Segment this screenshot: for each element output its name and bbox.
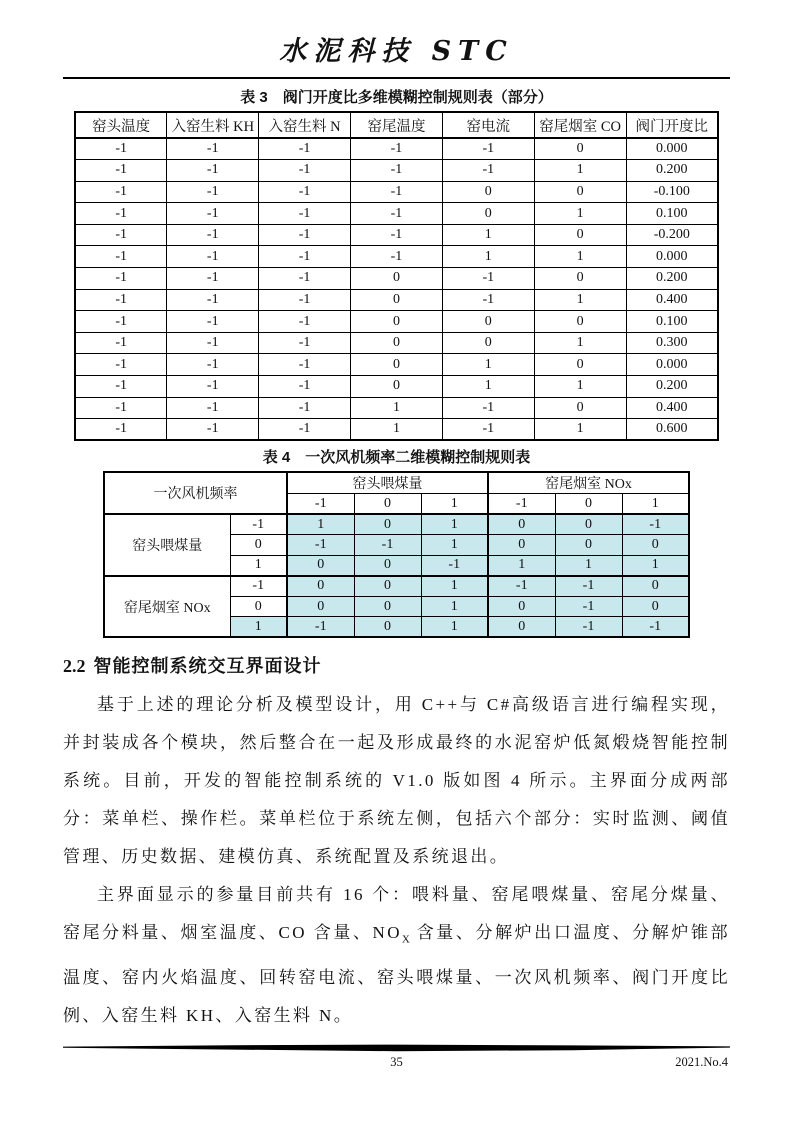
table-cell: -1: [167, 419, 259, 441]
journal-title: 水泥科技 STC: [279, 36, 514, 67]
table-cell: -1: [259, 289, 351, 311]
table-cell: 1: [351, 419, 443, 441]
table-row: [75, 224, 718, 246]
table-cell: 0: [354, 576, 421, 597]
table-cell: 0: [488, 596, 555, 617]
table-cell: -1: [351, 181, 443, 203]
fan-frequency-fuzzy-rule-table: [103, 471, 690, 638]
table-cell: -1: [167, 224, 259, 246]
table-cell: -1: [167, 397, 259, 419]
table-row: [75, 160, 718, 182]
column-group-header: 窑头喂煤量: [287, 472, 488, 494]
table-cell: 0: [442, 181, 534, 203]
table-cell: 1: [442, 376, 534, 398]
table-cell: -1: [259, 246, 351, 268]
table-cell: -1: [167, 332, 259, 354]
table-row: [75, 397, 718, 419]
table-cell: 1: [534, 376, 626, 398]
table-row: [75, 246, 718, 268]
table-cell: 1: [421, 535, 488, 556]
table-cell: 1: [488, 555, 555, 576]
table-cell: -1: [488, 576, 555, 597]
table-cell: 1: [534, 332, 626, 354]
table4-caption: 表 4 一次风机频率二维模糊控制规则表: [262, 449, 531, 467]
table-header-cell: 窑尾温度: [351, 112, 443, 138]
table3-caption: 表 3 阀门开度比多维模糊控制规则表（部分）: [240, 89, 553, 106]
table-cell: -1: [75, 332, 167, 354]
table-cell: 0: [488, 514, 555, 535]
table-cell: -1: [259, 397, 351, 419]
column-level-cell: 1: [622, 494, 689, 515]
table-cell: 0.200: [626, 376, 718, 398]
table-cell: -0.100: [626, 181, 718, 203]
table-cell: 1: [534, 203, 626, 225]
table-cell: 0: [351, 332, 443, 354]
table-cell: -1: [75, 246, 167, 268]
table-cell: -1: [167, 289, 259, 311]
table-cell: 1: [534, 289, 626, 311]
table-cell: -1: [167, 354, 259, 376]
table-cell: -1: [167, 268, 259, 290]
table-cell: 0: [622, 576, 689, 597]
table-cell: 0: [351, 268, 443, 290]
table-row: [104, 576, 689, 597]
column-group-header: 窑尾烟室 NOx: [488, 472, 689, 494]
section-heading: [63, 654, 730, 678]
table-row: [75, 203, 718, 225]
table-cell: -1: [259, 224, 351, 246]
table-cell: 1: [442, 246, 534, 268]
table-cell: -1: [622, 617, 689, 638]
table-cell: 1: [421, 596, 488, 617]
table-cell: -1: [167, 376, 259, 398]
table-cell: -1: [259, 354, 351, 376]
table-cell: 1: [534, 419, 626, 441]
table-cell: 0: [351, 289, 443, 311]
table-cell: -1: [75, 224, 167, 246]
header-rule: [63, 77, 730, 79]
table-cell: 0: [354, 596, 421, 617]
row-level-cell: 1: [230, 617, 287, 638]
table-row: [75, 311, 718, 333]
table-cell: -1: [259, 203, 351, 225]
column-level-cell: -1: [488, 494, 555, 515]
table-cell: 0.300: [626, 332, 718, 354]
table-row: [75, 376, 718, 398]
table-cell: 0: [555, 514, 622, 535]
table-cell: 1: [442, 354, 534, 376]
table-cell: -1: [167, 246, 259, 268]
table-cell: 0: [354, 617, 421, 638]
table-cell: 0: [287, 596, 354, 617]
table-cell: 0.600: [626, 419, 718, 441]
table-cell: -1: [442, 397, 534, 419]
footer-rule: [63, 1044, 730, 1052]
column-level-cell: 0: [354, 494, 421, 515]
table-cell: -1: [442, 289, 534, 311]
table-cell: 1: [534, 160, 626, 182]
valve-opening-fuzzy-rule-table: [74, 111, 719, 441]
table-cell: -1: [622, 514, 689, 535]
table-cell: 0: [488, 535, 555, 556]
table-cell: -1: [167, 203, 259, 225]
row-level-cell: -1: [230, 514, 287, 535]
table-cell: -1: [75, 160, 167, 182]
table-header-cell: 入窑生料 KH: [167, 112, 259, 138]
table-cell: 1: [351, 397, 443, 419]
table-cell: -1: [354, 535, 421, 556]
table-cell: 0.100: [626, 203, 718, 225]
table-cell: 1: [555, 555, 622, 576]
table-cell: -0.200: [626, 224, 718, 246]
table-cell: -1: [75, 419, 167, 441]
table-cell: -1: [259, 181, 351, 203]
table-cell: 1: [287, 514, 354, 535]
table-cell: -1: [421, 555, 488, 576]
table-cell: 1: [534, 246, 626, 268]
column-level-cell: -1: [287, 494, 354, 515]
table-header-cell: 窑尾烟室 CO: [534, 112, 626, 138]
body-paragraph-1: 基于上述的理论分析及模型设计，用 C++与 C#高级语言进行编程实现，并封装成各个模块，然后整合在一起及形成最终的水泥窑炉低氮煅烧智能控制系统。目前，开发的智能控制系统的 V1.0 版如图 4 所示。主界面分成两部分：菜单栏、操作栏。菜单栏位于系统左侧，包括六个部分：实时监测、阈值管理、历史数据、建模仿真、系统配置及系统退出。: [63, 695, 730, 867]
page-number: 35: [390, 1055, 403, 1069]
table-cell: -1: [351, 246, 443, 268]
table-cell: 0: [488, 617, 555, 638]
table-cell: -1: [259, 138, 351, 160]
table-cell: -1: [259, 160, 351, 182]
table-header-cell: 窑头温度: [75, 112, 167, 138]
paragraph2-text-before-subscript: 主界面显示的参量目前共有 16 个：喂料量、窑尾喂煤量、窑尾分煤量、窑尾分料量、烟室温度、CO 含量、NO: [63, 885, 730, 943]
table-cell: -1: [259, 376, 351, 398]
table-cell: -1: [75, 354, 167, 376]
table-cell: 0: [622, 596, 689, 617]
row-level-cell: 0: [230, 596, 287, 617]
table-cell: -1: [259, 332, 351, 354]
column-level-cell: 1: [421, 494, 488, 515]
paragraph2-text-after-subscript: 含量、分解炉出口温度、分解炉锥部温度、窑内火焰温度、回转窑电流、窑头喂煤量、一次风机频率、阀门开度比例、入窑生料 KH、入窑生料 N。: [63, 923, 730, 1025]
table-header-cell: 入窑生料 N: [259, 112, 351, 138]
table-cell: -1: [555, 617, 622, 638]
row-level-cell: -1: [230, 576, 287, 597]
table-cell: 0: [442, 311, 534, 333]
table-cell: 0.400: [626, 289, 718, 311]
table-row: [104, 514, 689, 535]
table-row: [75, 289, 718, 311]
table-cell: 0.400: [626, 397, 718, 419]
table-cell: -1: [167, 181, 259, 203]
table-row: [104, 472, 689, 494]
row-group-header: 窑尾烟室 NOx: [104, 576, 230, 638]
table-cell: -1: [75, 376, 167, 398]
table-cell: 0: [534, 311, 626, 333]
section-number: 2.2: [63, 656, 86, 677]
table-row: [75, 332, 718, 354]
table-cell: -1: [167, 160, 259, 182]
table-cell: -1: [259, 311, 351, 333]
table-cell: -1: [167, 311, 259, 333]
page-footer: [63, 1044, 730, 1071]
table-cell: -1: [75, 289, 167, 311]
table-cell: 0: [534, 224, 626, 246]
table-cell: -1: [287, 535, 354, 556]
table-header-cell: 窑电流: [442, 112, 534, 138]
table-cell: 1: [622, 555, 689, 576]
table-cell: 0: [351, 376, 443, 398]
table-row: [75, 138, 718, 160]
table-cell: 1: [421, 514, 488, 535]
table-cell: 0: [351, 354, 443, 376]
table-cell: -1: [167, 138, 259, 160]
table-cell: -1: [442, 160, 534, 182]
table-cell: -1: [75, 138, 167, 160]
table-cell: 1: [421, 617, 488, 638]
table-cell: 0: [622, 535, 689, 556]
table-cell: -1: [351, 224, 443, 246]
table-cell: -1: [442, 138, 534, 160]
table-cell: -1: [75, 181, 167, 203]
table-cell: -1: [442, 268, 534, 290]
body-paragraph-2: [63, 876, 730, 1034]
section-title: 智能控制系统交互界面设计: [93, 656, 322, 677]
table-cell: -1: [351, 160, 443, 182]
table-cell: -1: [351, 138, 443, 160]
table-cell: -1: [555, 596, 622, 617]
table-cell: 0.200: [626, 160, 718, 182]
table-cell: 0: [534, 354, 626, 376]
table-cell: 0.100: [626, 311, 718, 333]
table-header-cell: 阀门开度比: [626, 112, 718, 138]
table-cell: -1: [259, 419, 351, 441]
table-cell: -1: [442, 419, 534, 441]
table-corner-cell: 一次风机频率: [104, 472, 287, 514]
table-cell: 0: [354, 555, 421, 576]
table-row: [75, 181, 718, 203]
table-cell: -1: [259, 268, 351, 290]
table-cell: 0: [442, 332, 534, 354]
table-cell: 0: [354, 514, 421, 535]
table-row: [75, 268, 718, 290]
issue-number: 2021.No.4: [675, 1055, 728, 1069]
table-cell: -1: [351, 203, 443, 225]
table-cell: 0: [287, 576, 354, 597]
row-level-cell: 1: [230, 555, 287, 576]
table-cell: 0.000: [626, 354, 718, 376]
row-level-cell: 0: [230, 535, 287, 556]
table-cell: 0: [442, 203, 534, 225]
table-cell: -1: [75, 268, 167, 290]
table-cell: -1: [75, 311, 167, 333]
table-cell: 0: [555, 535, 622, 556]
table-cell: -1: [75, 203, 167, 225]
row-group-header: 窑头喂煤量: [104, 514, 230, 576]
nox-subscript: X: [401, 933, 410, 946]
table-cell: 1: [421, 576, 488, 597]
table-row: [75, 112, 718, 138]
table-cell: 0: [287, 555, 354, 576]
table-cell: 0.000: [626, 138, 718, 160]
table-cell: 0.200: [626, 268, 718, 290]
table-cell: -1: [555, 576, 622, 597]
table-cell: 0: [351, 311, 443, 333]
table-cell: 0: [534, 268, 626, 290]
table-cell: 0: [534, 397, 626, 419]
column-level-cell: 0: [555, 494, 622, 515]
table-cell: 1: [442, 224, 534, 246]
table-cell: -1: [287, 617, 354, 638]
table-row: [75, 419, 718, 441]
table-cell: 0: [534, 138, 626, 160]
table-row: [75, 354, 718, 376]
table-cell: 0: [534, 181, 626, 203]
table-cell: -1: [75, 397, 167, 419]
table-cell: 0.000: [626, 246, 718, 268]
